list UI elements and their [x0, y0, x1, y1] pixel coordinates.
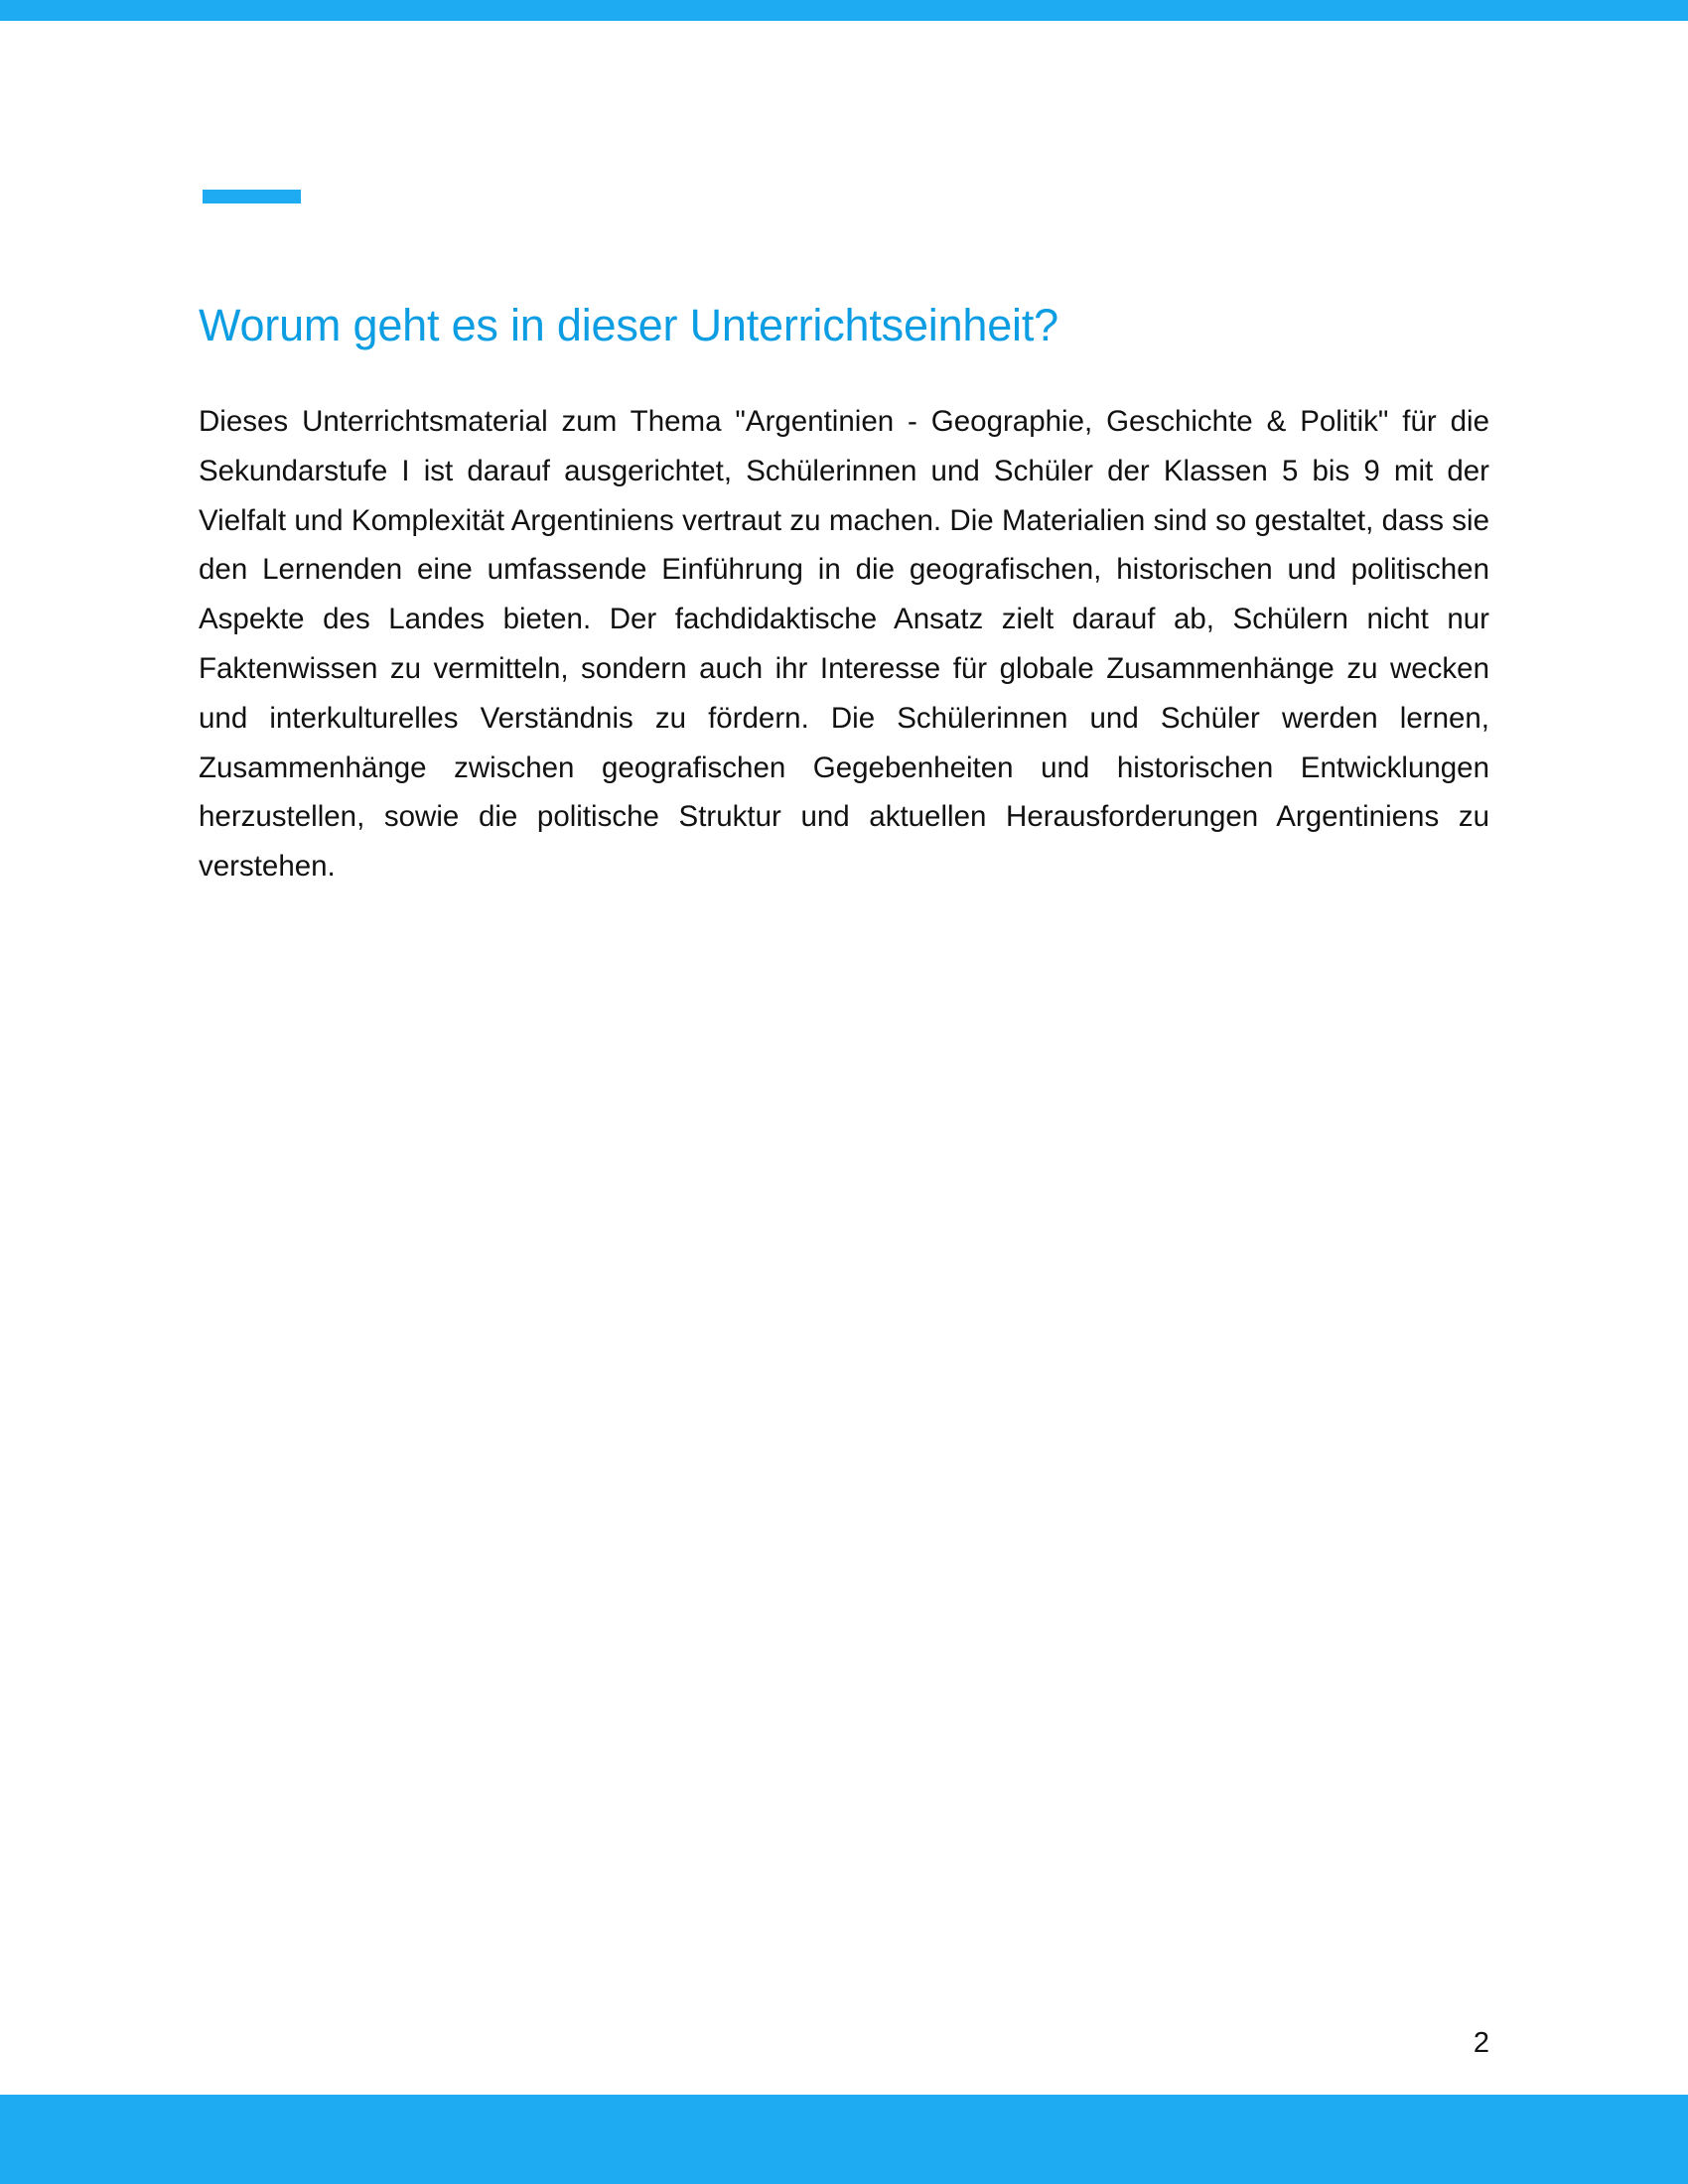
- accent-line: [203, 190, 301, 204]
- section-heading: Worum geht es in dieser Unterrichtseinheit?: [199, 300, 1058, 350]
- top-decorative-bar: [0, 0, 1688, 21]
- bottom-decorative-bar: [0, 2095, 1688, 2184]
- body-paragraph: Dieses Unterrichtsmaterial zum Thema "Argentinien - Geographie, Geschichte & Politik" für die Sekundarstufe I ist darauf ausgerichtet, Schülerinnen und Schüler der Klassen 5 bis 9 mit der Vielfalt und Komplexität Argentiniens vertraut zu machen. Die Materialien sind so gestaltet, dass sie den Lernenden eine umfassende Einführung in die geografischen, historischen und politischen Aspekte des Landes bieten. Der fachdidaktische Ansatz zielt darauf ab, Schülern nicht nur Faktenwissen zu vermitteln, sondern auch ihr Interesse für globale Zusammenhänge zu wecken und interkulturelles Verständnis zu fördern. Die Schülerinnen und Schüler werden lernen, Zusammenhänge zwischen geografischen Gegebenheiten und historischen Entwicklungen herzustellen, sowie die politische Struktur und aktuellen Herausforderungen Argentiniens zu verstehen.: [199, 405, 1489, 884]
- page-number: 2: [1473, 2027, 1489, 2059]
